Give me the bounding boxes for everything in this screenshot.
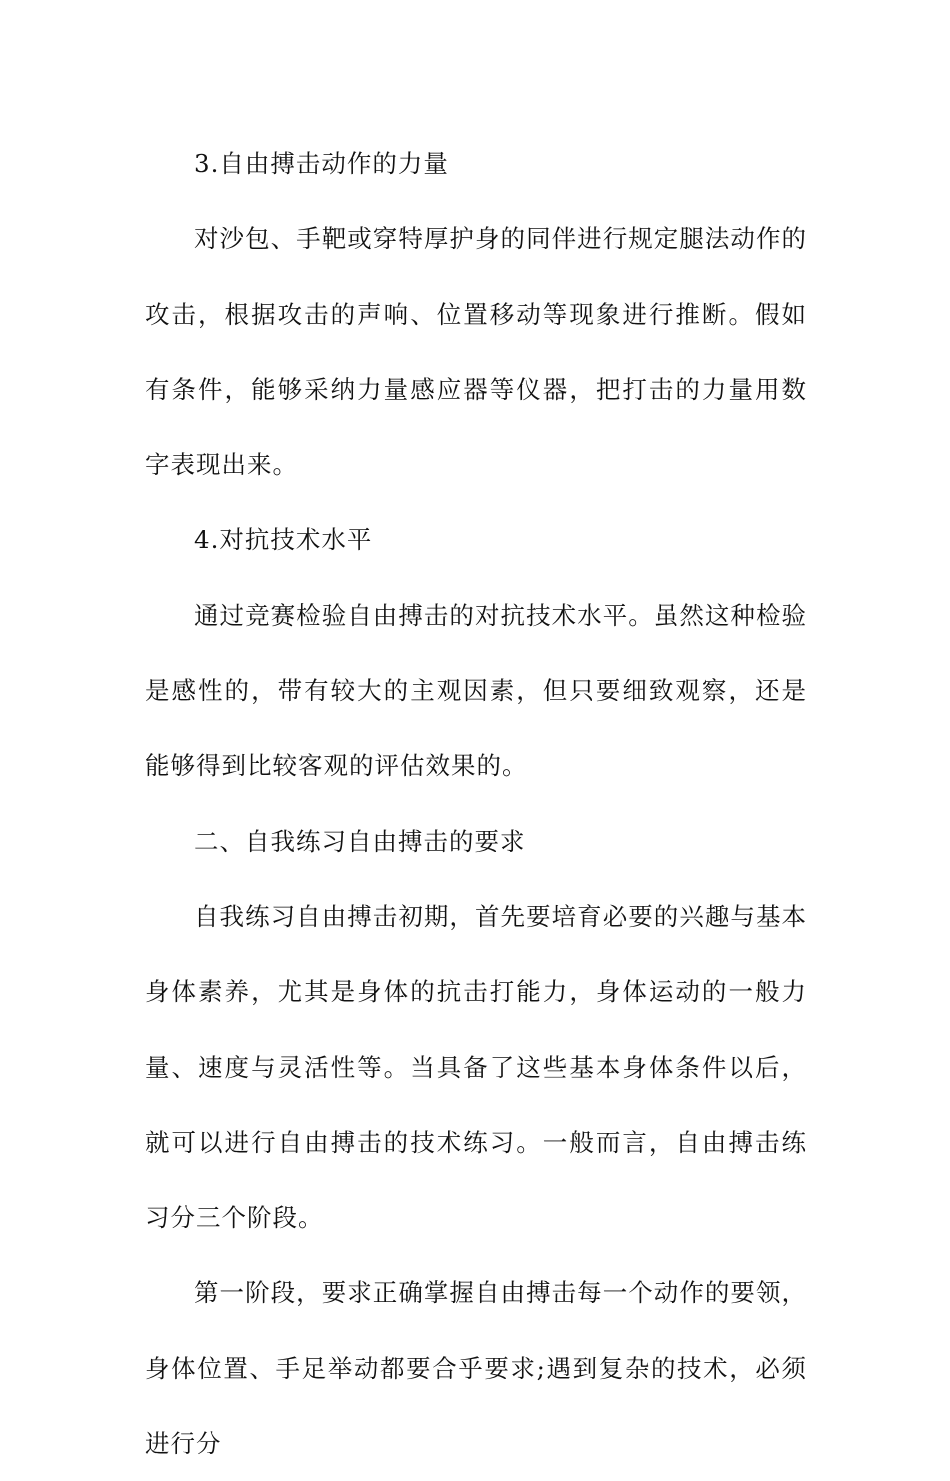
document-body <box>145 126 807 1481</box>
section-heading-combat-skill: 4.对抗技术水平 <box>194 525 373 555</box>
section-heading-self-practice: 二、自我练习自由搏击的要求 <box>194 826 526 856</box>
paragraph-strength: 对沙包、手靶或穿特厚护身的同伴进行规定腿法动作的攻击，根据攻击的声响、位置移动等现象进行推断。假如有条件，能够采纳力量感应器等仪器，把打击的力量用数字表现出来。 <box>145 224 807 480</box>
paragraph-stage-one: 第一阶段，要求正确掌握自由搏击每一个动作的要领，身体位置、手足举动都要合乎要求;遇到复杂的技术，必须进行分 <box>145 1278 807 1459</box>
section-heading-strength: 3.自由搏击动作的力量 <box>194 149 449 178</box>
paragraph-combat-skill: 通过竞赛检验自由搏击的对抗技术水平。虽然这种检验是感性的，带有较大的主观因素，但只要细致观察，还是能够得到比较客观的评估效果的。 <box>145 600 807 781</box>
paragraph-self-practice: 自我练习自由搏击初期，首先要培育必要的兴趣与基本身体素养，尤其是身体的抗击打能力，身体运动的一般力量、速度与灵活性等。当具备了这些基本身体条件以后，就可以进行自由搏击的技术练习。一般而言，自由搏击练习分三个阶段。 <box>145 901 807 1233</box>
